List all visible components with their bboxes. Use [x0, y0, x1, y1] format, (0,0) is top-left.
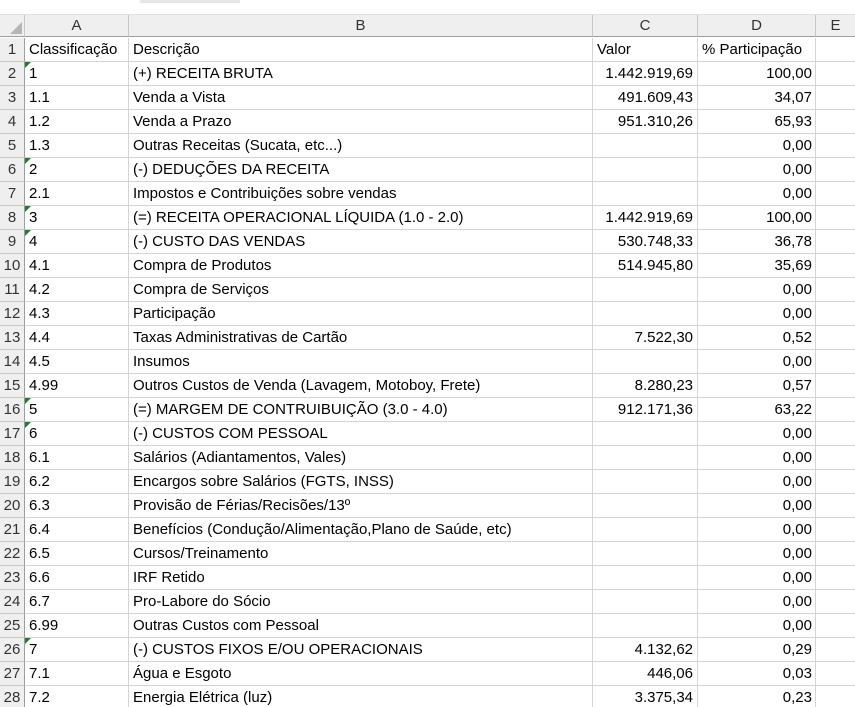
cell-valor[interactable]: 446,06 [593, 662, 698, 686]
row-header[interactable]: 17 [0, 422, 25, 446]
cell-descricao[interactable]: Água e Esgoto [129, 662, 593, 686]
row-header[interactable]: 27 [0, 662, 25, 686]
cell-valor[interactable]: 3.375,34 [593, 686, 698, 707]
cell-classificacao[interactable]: 1.2 [25, 110, 129, 134]
table-row [0, 686, 855, 707]
cell-valor[interactable] [593, 590, 698, 614]
cell-classificacao[interactable]: 1.3 [25, 134, 129, 158]
cell-classificacao[interactable]: 4.2 [25, 278, 129, 302]
select-all-button[interactable] [0, 15, 25, 37]
error-indicator-icon[interactable] [25, 638, 31, 644]
table-row [0, 470, 855, 494]
cell-participacao[interactable]: 0,29 [698, 638, 816, 662]
cell-e-empty[interactable] [816, 206, 855, 230]
row-header[interactable]: 14 [0, 350, 25, 374]
error-indicator-icon[interactable] [25, 158, 31, 164]
row-header[interactable]: 7 [0, 182, 25, 206]
cell-e-empty[interactable] [816, 230, 855, 254]
cell-e-empty[interactable] [816, 398, 855, 422]
cell-e-empty[interactable] [816, 494, 855, 518]
cell-participacao[interactable]: 63,22 [698, 398, 816, 422]
cell-participacao[interactable]: 36,78 [698, 230, 816, 254]
cell-participacao[interactable]: 0,00 [698, 446, 816, 470]
cell-valor[interactable]: 912.171,36 [593, 398, 698, 422]
table-row [0, 374, 855, 398]
cell-classificacao[interactable]: 7 [25, 638, 129, 662]
column-header-a[interactable]: A [25, 15, 129, 37]
cell-valor[interactable]: 951.310,26 [593, 110, 698, 134]
select-all-triangle-icon [10, 22, 22, 34]
cell-valor[interactable] [593, 494, 698, 518]
row-header[interactable]: 9 [0, 230, 25, 254]
row-header[interactable]: 8 [0, 206, 25, 230]
table-row [0, 614, 855, 638]
cell-participacao[interactable]: 0,00 [698, 158, 816, 182]
cell-e-empty[interactable] [816, 278, 855, 302]
table-row [0, 422, 855, 446]
cell-classificacao[interactable]: 4.4 [25, 326, 129, 350]
cell-descricao[interactable]: (+) RECEITA BRUTA [129, 62, 593, 86]
cell-e-empty[interactable] [816, 518, 855, 542]
cell-participacao[interactable]: 35,69 [698, 254, 816, 278]
ribbon-edge [0, 0, 855, 15]
row-header[interactable]: 15 [0, 374, 25, 398]
cell-participacao[interactable]: 0,00 [698, 542, 816, 566]
column-header-e[interactable]: E [816, 15, 855, 37]
cell-e-empty[interactable] [816, 422, 855, 446]
row-header[interactable]: 5 [0, 134, 25, 158]
cell-descricao[interactable]: Compra de Produtos [129, 254, 593, 278]
cell-classificacao[interactable]: 5 [25, 398, 129, 422]
row-header[interactable]: 10 [0, 254, 25, 278]
cell-descricao[interactable]: Venda a Vista [129, 86, 593, 110]
cell-e-empty[interactable] [816, 86, 855, 110]
cell-valor[interactable]: 1.442.919,69 [593, 62, 698, 86]
table-row [0, 590, 855, 614]
cell-participacao[interactable]: 0,00 [698, 518, 816, 542]
row-header[interactable]: 26 [0, 638, 25, 662]
row-header[interactable]: 21 [0, 518, 25, 542]
cell-e-empty[interactable] [816, 470, 855, 494]
cell-valor[interactable] [593, 422, 698, 446]
cell-e-empty[interactable] [816, 302, 855, 326]
row-header[interactable]: 6 [0, 158, 25, 182]
cell-descricao[interactable]: (=) MARGEM DE CONTRUIBUIÇÃO (3.0 - 4.0) [129, 398, 593, 422]
cell-participacao[interactable]: 0,00 [698, 302, 816, 326]
cell-classificacao[interactable]: 4.99 [25, 374, 129, 398]
cell-classificacao[interactable]: 3 [25, 206, 129, 230]
cell-e-empty[interactable] [816, 158, 855, 182]
cell-classificacao[interactable]: 4 [25, 230, 129, 254]
cell-descricao[interactable]: Salários (Adiantamentos, Vales) [129, 446, 593, 470]
cell-classificacao[interactable]: 6 [25, 422, 129, 446]
row-header[interactable]: 4 [0, 110, 25, 134]
cell-valor[interactable] [593, 542, 698, 566]
cell-participacao[interactable]: 0,00 [698, 422, 816, 446]
cell-e-empty[interactable] [816, 590, 855, 614]
cell-valor[interactable] [593, 446, 698, 470]
cell-descricao[interactable]: Encargos sobre Salários (FGTS, INSS) [129, 470, 593, 494]
cell-valor[interactable]: 491.609,43 [593, 86, 698, 110]
table-row [0, 398, 855, 422]
row-header[interactable]: 13 [0, 326, 25, 350]
column-header-c[interactable]: C [593, 15, 698, 37]
row-header[interactable]: 19 [0, 470, 25, 494]
cell-e-empty[interactable] [816, 182, 855, 206]
cell-e-empty[interactable] [816, 326, 855, 350]
cell-valor[interactable] [593, 566, 698, 590]
cell-valor[interactable]: 7.522,30 [593, 326, 698, 350]
row-header[interactable]: 28 [0, 686, 25, 707]
cell-valor[interactable] [593, 134, 698, 158]
row-header[interactable]: 11 [0, 278, 25, 302]
cell-participacao[interactable]: 0,52 [698, 326, 816, 350]
cell-valor[interactable] [593, 614, 698, 638]
table-row [0, 302, 855, 326]
cell-valor[interactable] [593, 518, 698, 542]
table-row [0, 350, 855, 374]
cell-participacao[interactable]: 34,07 [698, 86, 816, 110]
cell-e-empty[interactable] [816, 638, 855, 662]
cell-e-empty[interactable] [816, 62, 855, 86]
error-indicator-icon[interactable] [25, 422, 31, 428]
cell-participacao[interactable]: 0,00 [698, 182, 816, 206]
cell-valor[interactable] [593, 278, 698, 302]
cell-descricao[interactable]: IRF Retido [129, 566, 593, 590]
cell-valor[interactable]: 514.945,80 [593, 254, 698, 278]
cell-descricao[interactable]: (-) CUSTOS COM PESSOAL [129, 422, 593, 446]
cell-descricao[interactable]: Outras Custos com Pessoal [129, 614, 593, 638]
cell-e-empty[interactable] [816, 38, 855, 62]
cell-descricao[interactable]: Outras Receitas (Sucata, etc...) [129, 134, 593, 158]
cell-valor[interactable]: 1.442.919,69 [593, 206, 698, 230]
table-row [0, 62, 855, 86]
cell-e-empty[interactable] [816, 254, 855, 278]
cell-classificacao[interactable]: 6.4 [25, 518, 129, 542]
error-indicator-icon[interactable] [25, 398, 31, 404]
row-header[interactable]: 20 [0, 494, 25, 518]
cell-classificacao[interactable]: 6.3 [25, 494, 129, 518]
cell-participacao-header[interactable]: % Participação [698, 38, 816, 62]
cell-descricao[interactable]: (=) RECEITA OPERACIONAL LÍQUIDA (1.0 - 2.0) [129, 206, 593, 230]
cell-participacao[interactable]: 0,00 [698, 494, 816, 518]
column-header-d[interactable]: D [698, 15, 816, 37]
row-header[interactable]: 3 [0, 86, 25, 110]
cell-valor[interactable] [593, 158, 698, 182]
cell-e-empty[interactable] [816, 110, 855, 134]
table-row [0, 518, 855, 542]
table-row [0, 110, 855, 134]
cell-participacao[interactable]: 0,03 [698, 662, 816, 686]
cell-classificacao[interactable]: 6.6 [25, 566, 129, 590]
cell-classificacao[interactable]: 6.1 [25, 446, 129, 470]
cell-e-empty[interactable] [816, 446, 855, 470]
cell-descricao[interactable]: Venda a Prazo [129, 110, 593, 134]
cell-descricao[interactable]: (-) CUSTO DAS VENDAS [129, 230, 593, 254]
cell-classificacao[interactable]: 1.1 [25, 86, 129, 110]
cell-valor-header[interactable]: Valor [593, 38, 698, 62]
row-header[interactable]: 18 [0, 446, 25, 470]
row-header[interactable]: 22 [0, 542, 25, 566]
cell-e-empty[interactable] [816, 542, 855, 566]
row-header[interactable]: 12 [0, 302, 25, 326]
cell-e-empty[interactable] [816, 374, 855, 398]
cell-valor[interactable]: 8.280,23 [593, 374, 698, 398]
cell-participacao[interactable]: 0,00 [698, 350, 816, 374]
cell-classificacao[interactable]: 4.5 [25, 350, 129, 374]
cell-classificacao[interactable]: 1 [25, 62, 129, 86]
table-row [0, 158, 855, 182]
cell-descricao[interactable]: Outros Custos de Venda (Lavagem, Motoboy, Frete) [129, 374, 593, 398]
table-row [0, 182, 855, 206]
cell-descricao[interactable]: Taxas Administrativas de Cartão [129, 326, 593, 350]
table-row [0, 326, 855, 350]
cell-descricao[interactable]: (-) CUSTOS FIXOS E/OU OPERACIONAIS [129, 638, 593, 662]
cell-classificacao[interactable]: 2 [25, 158, 129, 182]
table-row [0, 206, 855, 230]
error-indicator-icon[interactable] [25, 206, 31, 212]
row-header[interactable]: 2 [0, 62, 25, 86]
cell-e-empty[interactable] [816, 662, 855, 686]
cell-valor[interactable] [593, 350, 698, 374]
cell-participacao[interactable]: 65,93 [698, 110, 816, 134]
cell-descricao[interactable]: Insumos [129, 350, 593, 374]
cell-classificacao-header[interactable]: Classificação [25, 38, 129, 62]
cell-participacao[interactable]: 100,00 [698, 62, 816, 86]
cell-participacao[interactable]: 0,00 [698, 614, 816, 638]
cell-classificacao[interactable]: 6.5 [25, 542, 129, 566]
tab-edge [140, 0, 240, 3]
cell-classificacao[interactable]: 6.99 [25, 614, 129, 638]
cell-e-empty[interactable] [816, 350, 855, 374]
table-row [0, 494, 855, 518]
table-row [0, 278, 855, 302]
table-row [0, 542, 855, 566]
table-row [0, 254, 855, 278]
cell-participacao[interactable]: 0,57 [698, 374, 816, 398]
row-header[interactable]: 24 [0, 590, 25, 614]
cell-participacao[interactable]: 0,00 [698, 470, 816, 494]
table-row [0, 230, 855, 254]
cell-descricao[interactable]: Cursos/Treinamento [129, 542, 593, 566]
cell-classificacao[interactable]: 6.2 [25, 470, 129, 494]
cell-participacao[interactable]: 0,00 [698, 278, 816, 302]
cell-valor[interactable] [593, 302, 698, 326]
table-row [0, 86, 855, 110]
cell-participacao[interactable]: 0,00 [698, 566, 816, 590]
row-header[interactable]: 23 [0, 566, 25, 590]
header-row [0, 38, 855, 62]
cell-participacao[interactable]: 0,00 [698, 590, 816, 614]
cell-descricao[interactable]: Pro-Labore do Sócio [129, 590, 593, 614]
row-header[interactable]: 1 [0, 38, 25, 62]
cell-valor[interactable]: 4.132,62 [593, 638, 698, 662]
cell-classificacao[interactable]: 4.3 [25, 302, 129, 326]
table-row [0, 638, 855, 662]
cell-valor[interactable]: 530.748,33 [593, 230, 698, 254]
cell-descricao[interactable]: Energia Elétrica (luz) [129, 686, 593, 707]
cell-valor[interactable] [593, 182, 698, 206]
cell-descricao[interactable]: Provisão de Férias/Recisões/13º [129, 494, 593, 518]
table-row [0, 566, 855, 590]
cell-descricao[interactable]: Compra de Serviços [129, 278, 593, 302]
cell-descricao[interactable]: Benefícios (Condução/Alimentação,Plano de Saúde, etc) [129, 518, 593, 542]
row-header[interactable]: 16 [0, 398, 25, 422]
cell-e-empty[interactable] [816, 686, 855, 707]
cell-e-empty[interactable] [816, 614, 855, 638]
cell-descricao[interactable]: Participação [129, 302, 593, 326]
error-indicator-icon[interactable] [25, 62, 31, 68]
cell-e-empty[interactable] [816, 566, 855, 590]
table-row [0, 662, 855, 686]
cell-participacao[interactable]: 100,00 [698, 206, 816, 230]
cell-descricao[interactable]: Impostos e Contribuições sobre vendas [129, 182, 593, 206]
cell-descricao[interactable]: (-) DEDUÇÕES DA RECEITA [129, 158, 593, 182]
cell-classificacao[interactable]: 2.1 [25, 182, 129, 206]
cell-participacao[interactable]: 0,00 [698, 134, 816, 158]
cell-classificacao[interactable]: 6.7 [25, 590, 129, 614]
row-header[interactable]: 25 [0, 614, 25, 638]
error-indicator-icon[interactable] [25, 230, 31, 236]
table-row [0, 134, 855, 158]
cell-descricao-header[interactable]: Descrição [129, 38, 593, 62]
cell-valor[interactable] [593, 470, 698, 494]
cell-participacao[interactable]: 0,23 [698, 686, 816, 707]
column-header-b[interactable]: B [129, 15, 593, 37]
cell-e-empty[interactable] [816, 134, 855, 158]
cell-classificacao[interactable]: 7.1 [25, 662, 129, 686]
cell-classificacao[interactable]: 7.2 [25, 686, 129, 707]
cell-classificacao[interactable]: 4.1 [25, 254, 129, 278]
table-row [0, 446, 855, 470]
